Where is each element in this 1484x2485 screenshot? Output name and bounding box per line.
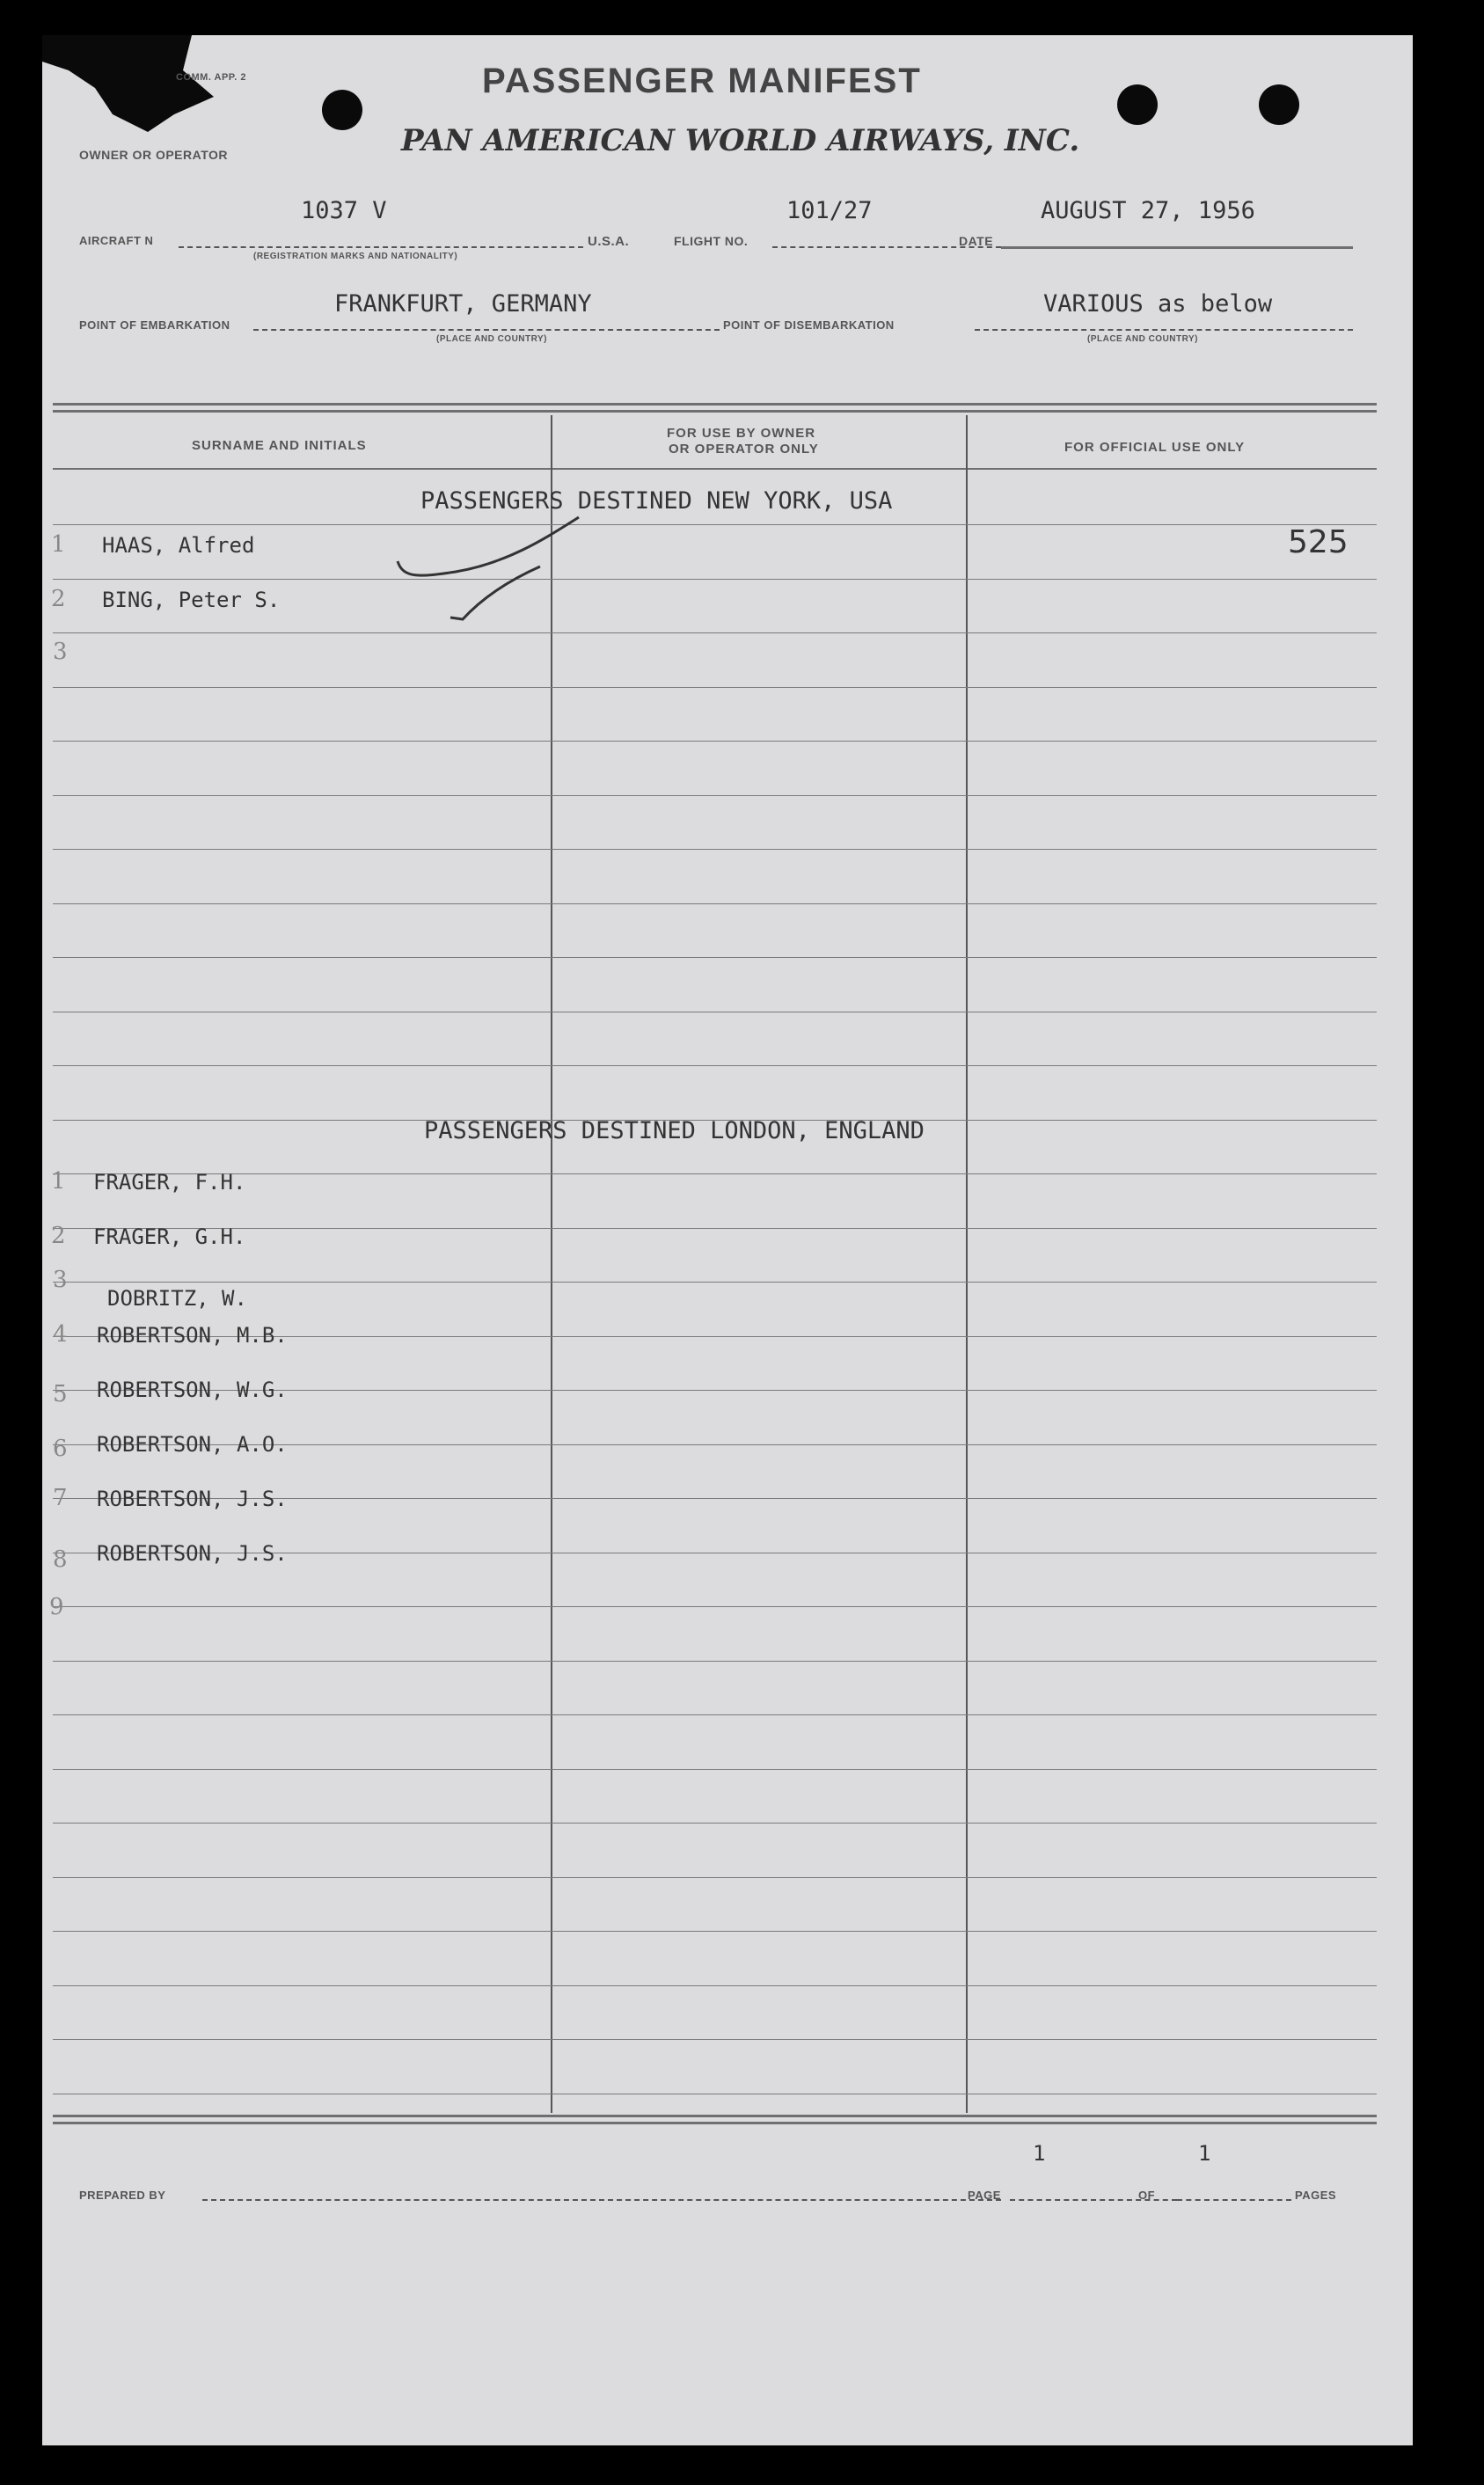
row-rule <box>53 795 1377 796</box>
passenger-name: ROBERTSON, A.O. <box>97 1432 288 1457</box>
table-top-rule-2 <box>53 410 1377 413</box>
page-count: 1 <box>1198 2141 1211 2166</box>
aircraft-label: AIRCRAFT N <box>79 234 154 247</box>
flight-date: AUGUST 27, 1956 <box>1041 197 1255 224</box>
row-rule <box>53 1714 1377 1715</box>
section-heading-london: PASSENGERS DESTINED LONDON, ENGLAND <box>424 1117 925 1144</box>
aircraft-line <box>179 246 583 248</box>
row-rule <box>53 1065 1377 1066</box>
of-label: OF <box>1138 2189 1156 2202</box>
passenger-name: ROBERTSON, M.B. <box>97 1323 288 1348</box>
page-number: 1 <box>1033 2141 1046 2166</box>
disembarkation-line <box>975 329 1353 331</box>
row-rule <box>53 1661 1377 1662</box>
checkmark-2 <box>447 563 552 625</box>
page-label: PAGE <box>968 2189 1001 2202</box>
column-header-owner-1: FOR USE BY OWNER <box>667 426 816 441</box>
row-rule <box>53 524 1377 525</box>
row-rule <box>53 903 1377 904</box>
passenger-number: 2 <box>51 1223 66 1249</box>
owner-label: OWNER OR OPERATOR <box>79 148 228 162</box>
column-header-owner-2: OR OPERATOR ONLY <box>669 442 819 457</box>
row-rule <box>53 2039 1377 2040</box>
row-rule <box>53 1769 1377 1770</box>
punch-hole-middle <box>1117 84 1158 125</box>
row-rule <box>53 1823 1377 1824</box>
passenger-number: 4 <box>53 1321 68 1348</box>
passenger-name: FRAGER, G.H. <box>93 1224 246 1249</box>
column-divider-2 <box>966 415 968 2113</box>
passenger-name: ROBERTSON, J.S. <box>97 1541 288 1566</box>
passenger-name: ROBERTSON, W.G. <box>97 1378 288 1402</box>
registration-caption: (REGISTRATION MARKS AND NATIONALITY) <box>253 252 458 261</box>
table-bottom-rule-2 <box>53 2122 1377 2124</box>
row-rule <box>53 1931 1377 1932</box>
punch-hole-right <box>1259 84 1299 125</box>
row-rule <box>53 579 1377 580</box>
passenger-number: 5 <box>53 1381 68 1407</box>
disembarkation-label: POINT OF DISEMBARKATION <box>723 318 895 332</box>
row-rule <box>53 1606 1377 1607</box>
date-label: DATE <box>959 234 994 248</box>
passenger-number: 7 <box>53 1485 68 1511</box>
pages-line <box>1177 2199 1291 2201</box>
row-rule <box>53 1173 1377 1174</box>
usa-label: U.S.A. <box>588 234 630 249</box>
row-rule <box>53 741 1377 742</box>
table-bottom-rule <box>53 2115 1377 2117</box>
passenger-number: 1 <box>51 531 66 558</box>
passenger-number: 9 <box>49 1594 64 1620</box>
row-rule <box>53 687 1377 688</box>
table-top-rule <box>53 403 1377 406</box>
passenger-number: 8 <box>53 1546 68 1573</box>
passenger-number: 1 <box>51 1168 66 1195</box>
flight-label: FLIGHT NO. <box>674 234 749 248</box>
official-note: 525 <box>1288 524 1349 560</box>
flight-number: 101/27 <box>786 197 873 224</box>
passenger-name: BING, Peter S. <box>102 588 281 612</box>
column-divider-1 <box>551 415 552 2113</box>
pages-label: PAGES <box>1295 2189 1337 2202</box>
row-rule <box>53 1228 1377 1229</box>
row-rule <box>53 1877 1377 1878</box>
embarkation-line <box>253 329 720 331</box>
row-rule <box>53 957 1377 958</box>
date-line <box>1001 246 1353 249</box>
passenger-number: 3 <box>53 1267 68 1293</box>
row-rule <box>53 632 1377 633</box>
aircraft-value: 1037 V <box>301 197 387 224</box>
embarkation-label: POINT OF EMBARKATION <box>79 318 230 332</box>
page-title: PASSENGER MANIFEST <box>482 62 922 100</box>
embarkation-value: FRANKFURT, GERMANY <box>334 290 592 318</box>
passenger-name: DOBRITZ, W. <box>107 1286 247 1311</box>
header-rule <box>53 468 1377 470</box>
prepared-by-line <box>202 2199 1001 2201</box>
passenger-name: HAAS, Alfred <box>102 533 255 558</box>
operator-name: PAN AMERICAN WORLD AIRWAYS, INC. <box>401 123 1080 158</box>
section-heading-new-york: PASSENGERS DESTINED NEW YORK, USA <box>420 487 893 515</box>
embarkation-caption: (PLACE AND COUNTRY) <box>436 334 547 344</box>
column-header-official: FOR OFFICIAL USE ONLY <box>1064 440 1246 455</box>
row-rule <box>53 1282 1377 1283</box>
passenger-name: ROBERTSON, J.S. <box>97 1487 288 1511</box>
passenger-number: 2 <box>51 586 66 612</box>
column-header-surname: SURNAME AND INITIALS <box>192 438 367 453</box>
punch-hole-left <box>322 90 362 130</box>
prepared-by-label: PREPARED BY <box>79 2189 166 2202</box>
manifest-sheet <box>42 35 1413 2445</box>
row-rule <box>53 849 1377 850</box>
disembarkation-value: VARIOUS as below <box>1043 290 1273 318</box>
passenger-number: 3 <box>53 639 68 665</box>
passenger-name: FRAGER, F.H. <box>93 1170 246 1195</box>
passenger-number: 6 <box>53 1436 68 1462</box>
corner-stamp: COMM. APP. 2 <box>176 72 246 83</box>
row-rule <box>53 1985 1377 1986</box>
disembarkation-caption: (PLACE AND COUNTRY) <box>1087 334 1198 344</box>
